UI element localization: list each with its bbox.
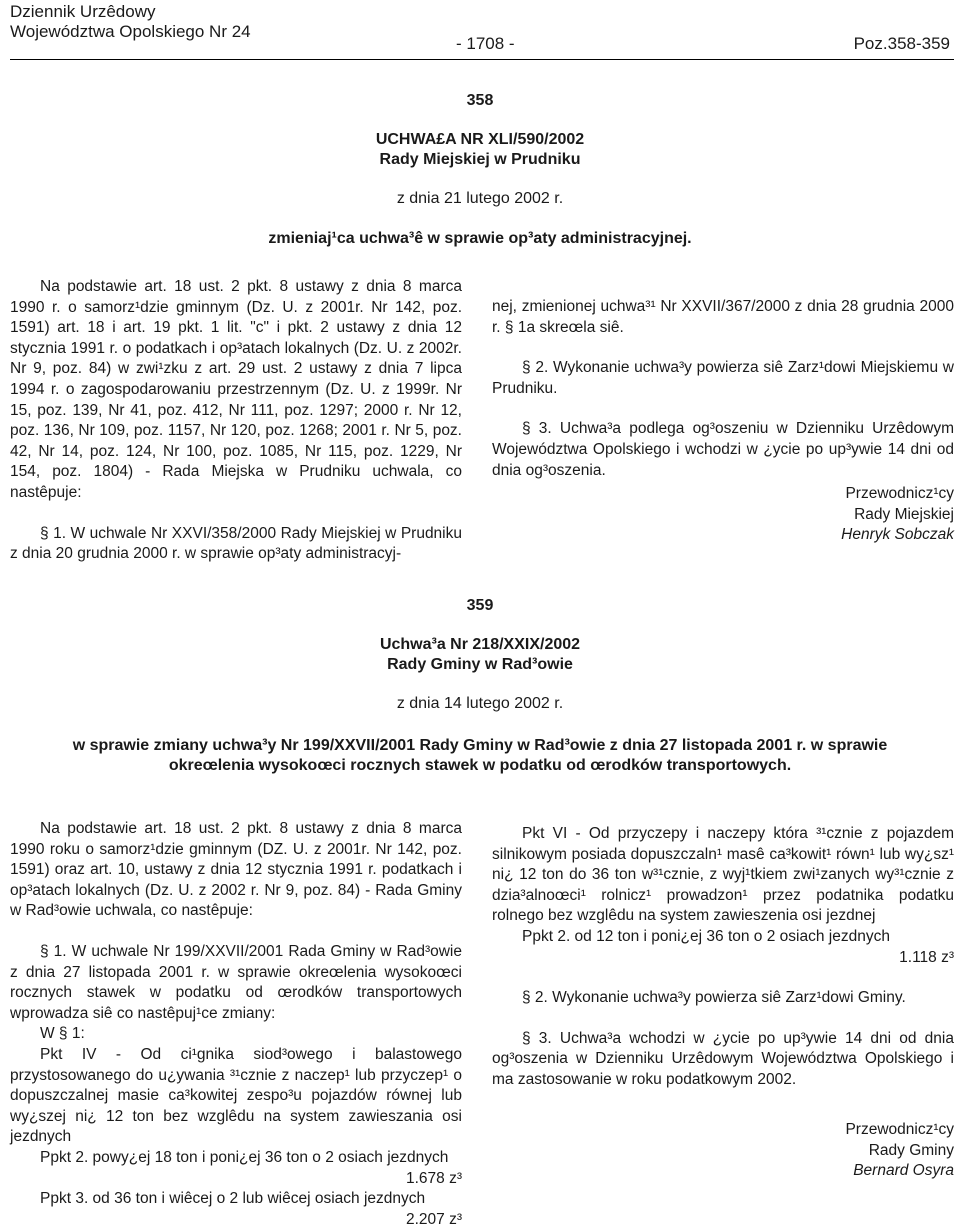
signature-role: Przewodnicz¹cy (845, 485, 954, 502)
act-359-ppkt-2-rate: 1.678 z³ (405, 1169, 462, 1187)
act-358-paragraph-1: § 1. W uchwale Nr XXVI/358/2000 Rady Miejskiej w Prudniku z dnia 20 grudnia 2000 r. w sprawie op³aty administracyj- (10, 524, 462, 563)
act-359-ppkt-3-rate: 2.207 z³ (405, 1210, 462, 1228)
act-359-left-column (10, 819, 462, 1230)
act-359-point-iv: Pkt IV - Od ci¹gnika siod³owego i balastowego przystosowanego do u¿ywania ³¹cznie z naczep¹ lub przyczep¹ o dopuszczalnej masie ca³kowitej zespo³u pojazdów równej lub wy¿szej ni¿ 12 ton bez wzglêdu na system zawieszania osi jezdnych (10, 1045, 462, 1146)
journal-issue: Województwa Opolskiego Nr 24 (10, 22, 251, 41)
signature-name: Henryk Sobczak (841, 526, 954, 544)
act-359-ppkt-3: Ppkt 3. od 36 ton i wiêcej o 2 lub wiêcej osiach jezdnych (40, 1190, 426, 1208)
act-359-subject-line-2: okreœlenia wysokoœci rocznych stawek w podatku od œrodków transportowych. (168, 757, 792, 774)
act-358-preamble: Na podstawie art. 18 ust. 2 pkt. 8 ustawy z dnia 8 marca 1990 r. o samorz¹dzie gminnym (Dz. U. z 2001r. Nr 142, poz. 1591) art. 18 i art. 19 pkt. 1 lit. "c" i pkt. 2 ustawy z dnia 12 stycznia 1991 r. o podatkach i op³atach lokalnych (Dz. U. z 2002r. Nr 9, poz. 84) w zwi¹zku z art. 29 ust. 2 ustawy z dnia 7 lipca 1994 r. o zagospodarowaniu przestrzennym (Dz. U. z 1999r. Nr 15, poz. 139, Nr 41, poz. 412, Nr 111, poz. 1297; 2000 r. Nr 12, poz. 136, Nr 109, poz. 1157, Nr 120, poz. 1268; 2001 r. Nr 5, poz. 42, Nr 14, poz. 124, Nr 100, poz. 1085, Nr 115, poz. 1229, Nr 154, poz. 1804) - Rada Miejska w Prudniku uchwala, co nastêpuje: (10, 278, 462, 501)
act-359-signature (654, 1120, 954, 1182)
act-358-council: Rady Miejskiej w Prudniku (379, 151, 581, 168)
signature-body: Rady Gminy (868, 1141, 954, 1159)
act-359-paragraph-1: § 1. W uchwale Nr 199/XXVII/2001 Rada Gminy w Rad³owie z dnia 27 listopada 2001 r. w sprawie okreœlenia wysokoœci rocznych stawek w podatku od œrodków transportowych wprowadza siê co nastêpuj¹ce zmiany: (10, 942, 462, 1022)
position-label: Poz.358-359 (853, 34, 950, 53)
act-358-date: z dnia 21 lutego 2002 r. (396, 190, 564, 207)
act-359-council: Rady Gminy w Rad³owie (387, 656, 573, 673)
act-359-vi-ppkt-2: Ppkt 2. od 12 ton i poni¿ej 36 ton o 2 osiach jezdnych (522, 927, 890, 945)
act-358-signature (654, 484, 954, 546)
act-359-right-column (492, 824, 954, 1091)
page-number: - 1708 - (456, 34, 515, 53)
act-359-date: z dnia 14 lutego 2002 r. (396, 695, 564, 712)
act-358-title: UCHWA£A NR XLI/590/2002 (375, 131, 585, 148)
act-358-number: 358 (466, 92, 494, 109)
act-359-point-vi: Pkt VI - Od przyczepy i naczepy która ³¹cznie z pojazdem silnikowym posiada dopuszczaln¹ masê ca³kowit¹ równ¹ lub wy¿sz¹ ni¿ 12 ton do 36 ton w³¹cznie, z wyj¹tkiem zwi¹zanych wy³¹cznie z dzia³alnoœci¹ rolnicz¹ prowadzon¹ przez podatnika podatku rolnego bez wzglêdu na system zawieszenia osi jezdnej (492, 825, 954, 925)
act-359-title: Uchwa³a Nr 218/XXIX/2002 (379, 636, 581, 653)
signature-name: Bernard Osyra (853, 1162, 954, 1180)
act-358-subject: zmieniaj¹ca uchwa³ê w sprawie op³aty administracyjnej. (268, 230, 692, 247)
journal-title (10, 2, 251, 42)
act-359-subject-line-1: w sprawie zmiany uchwa³y Nr 199/XXVII/2001 Rady Gminy w Rad³owie z dnia 27 listopada 2001 r. w sprawie (72, 737, 888, 754)
signature-role: Przewodnicz¹cy (845, 1121, 954, 1138)
act-358-right-column (492, 297, 954, 481)
act-359-preamble: Na podstawie art. 18 ust. 2 pkt. 8 ustawy z dnia 8 marca 1990 roku o samorz¹dzie gminnym (DZ. U. z 2001r. Nr 142, poz. 1591) oraz art. 10, ustawy z dnia 12 stycznia 1991 r. podatkach i op³atach lokalnych (Dz. U. z 2002 r. Nr 9, poz. 84) - Rada Gminy w Rad³owie uchwala, co nastêpuje: (10, 820, 462, 920)
act-359-paragraph-3: § 3. Uchwa³a wchodzi w ¿ycie po up³ywie 14 dni od dnia og³oszenia w Dzienniku Urzêdowym Województwa Opolskiego i ma zastosowanie w roku podatkowym 2002. (492, 1029, 954, 1088)
journal-name: Dziennik Urzêdowy (10, 2, 156, 21)
signature-body: Rady Miejskiej (854, 505, 954, 523)
act-359-ppkt-2: Ppkt 2. powy¿ej 18 ton i poni¿ej 36 ton o 2 osiach jezdnych (40, 1148, 449, 1166)
act-358-paragraph-2: § 2. Wykonanie uchwa³y powierza siê Zarz¹dowi Miejskiemu w Prudniku. (492, 359, 954, 397)
act-359-section-1: W § 1: (40, 1025, 85, 1043)
act-359-vi-ppkt-2-rate: 1.118 z³ (899, 948, 954, 966)
act-358-left-column (10, 277, 462, 565)
act-358-paragraph-3: § 3. Uchwa³a podlega og³oszeniu w Dzienniku Urzêdowym Województwa Opolskiego i wchodzi w ¿ycie po up³ywie 14 dni od dnia og³oszenia. (492, 420, 954, 479)
header-divider (10, 59, 954, 60)
act-359-paragraph-2: § 2. Wykonanie uchwa³y powierza siê Zarz¹dowi Gminy. (522, 989, 906, 1007)
act-359-number: 359 (466, 597, 494, 614)
act-358-paragraph-1-cont: nej, zmienionej uchwa³¹ Nr XXVII/367/2000 z dnia 28 grudnia 2000 r. § 1a skreœla siê. (492, 298, 954, 336)
